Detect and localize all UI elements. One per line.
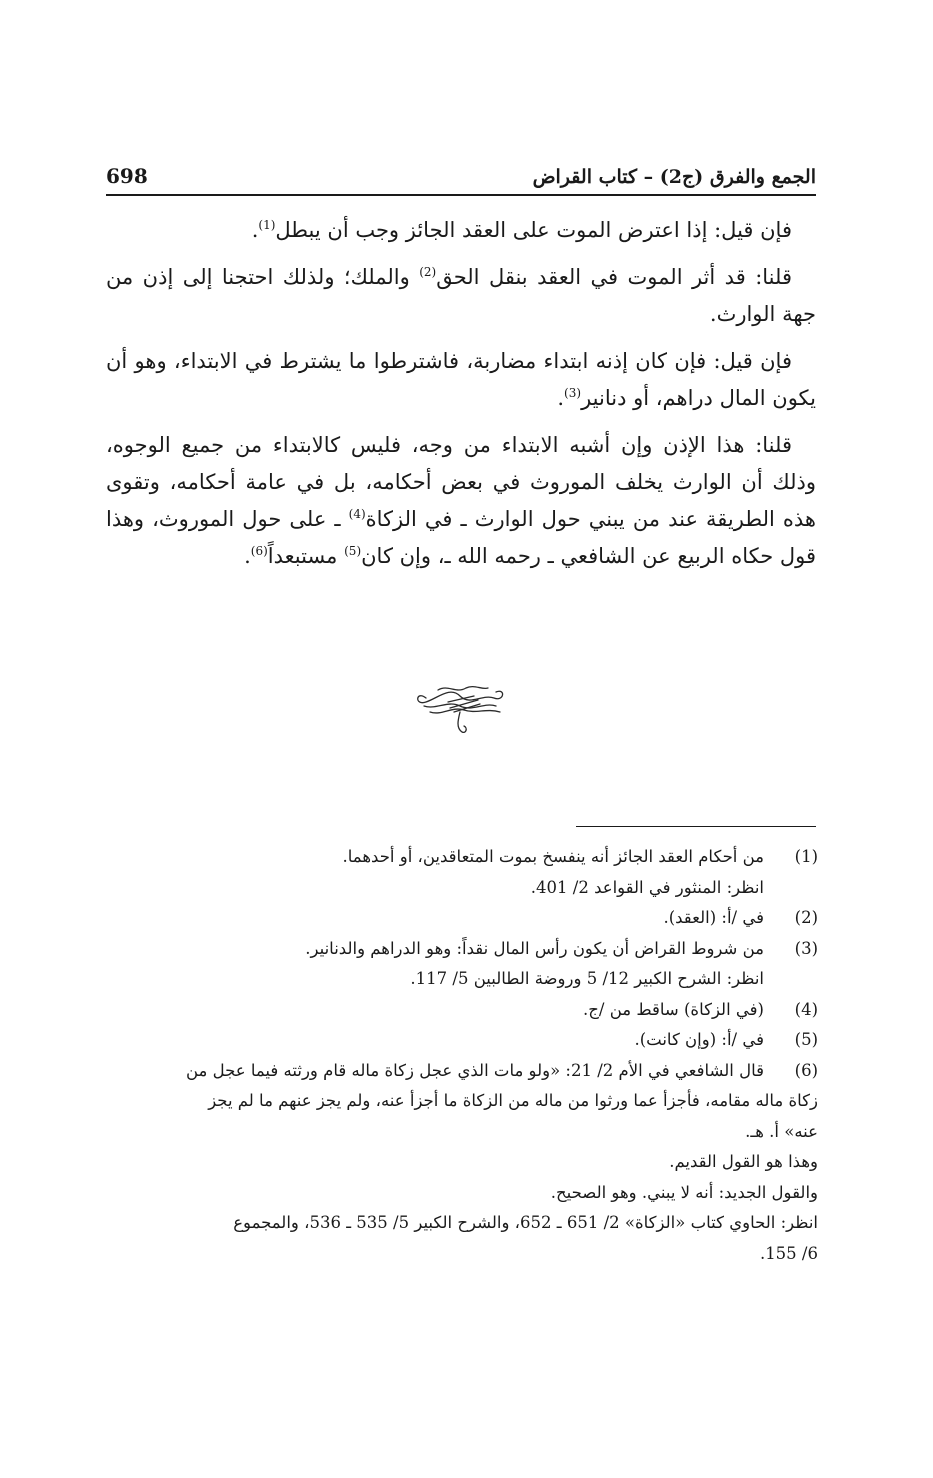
- paragraph-1: فإن قيل: إذا اعترض الموت على العقد الجائز وجب أن يبطل$^{(1)}$.: [251, 218, 792, 242]
- footnote-6: [106, 1056, 818, 1270]
- paragraph-4: قلنا: هذا الإذن وإن أشبه الابتداء من وجه، فليس كالابتداء من جميع الوجوه، وذلك أن الوارث يخلف الموروث في بعض أحكامه، بل في عامة أحكامه، وتقوى هذه الطريقة عند من يبني حول الوارث ـ في الزكاة$^{(4)}$ ـ على حول الموروث، وهذا قول حكاه الربيع عن الشافعي ـ رحمه الله ـ، وإن كان$^{(5)}$ مستبعداً$^{(6)}$.: [106, 433, 816, 568]
- footnote-text: من شروط القراض أن يكون رأس المال نقداً: وهو الدراهم والدنانير.: [305, 938, 764, 958]
- footnote-ref-6: (6): [250, 544, 268, 558]
- paragraph-3: فإن قيل: فإن كان إذنه ابتداء مضاربة، فاشترطوا ما يشترط في الابتداء، وهو أن يكون المال دراهم، أو دنانير$^{(3)}$.: [106, 349, 816, 410]
- footnote-separator: [576, 826, 816, 827]
- footnote-text: في /أ: (وإن كانت).: [634, 1030, 764, 1049]
- footnote-number: (5): [794, 1030, 818, 1049]
- footnote-quote-line: زكاة ماله مقامه، فأجزأ عما ورثوا من ماله من الزكاة ما أجزأ عنه، ولم يجز عنهم ما لم يجز: [208, 1091, 818, 1110]
- footnote-text: في /أ: (العقد).: [663, 908, 764, 927]
- footnote-reference: انظر: الشرح الكبير 12/ 5 وروضة الطالبين 5/ 117.: [410, 969, 764, 988]
- footnote-4: [106, 995, 818, 1026]
- footnote-2: [106, 903, 818, 934]
- footnote-text: من أحكام العقد الجائز أنه ينفسخ بموت المتعاقدين، أو أحدهما.: [342, 847, 764, 866]
- footnote-number: (2): [794, 908, 818, 927]
- ornament-flourish-icon: [408, 676, 512, 736]
- footnote-reference: انظر: المنثور في القواعد 2/ 401.: [530, 877, 764, 897]
- paragraph-2: قلنا: قد أثر الموت في العقد بنقل الحق$^{(2)}$ والملك؛ ولذلك احتجنا إلى إذن من جهة الوارث.: [106, 265, 816, 326]
- footnote-quote-line: عنه» أ. هـ.: [745, 1121, 818, 1141]
- footnote-reference: انظر: الحاوي كتاب «الزكاة» 2/ 651 ـ 652، والشرح الكبير 5/ 535 ـ 536، والمجموع: [233, 1213, 818, 1232]
- footnote-number: (1): [794, 847, 818, 866]
- footnote-number: (3): [794, 938, 818, 958]
- footnote-text: (في الزكاة) ساقط من /ج.: [583, 999, 764, 1019]
- footnote-number: (6): [794, 1060, 818, 1080]
- footnote-5: [106, 1025, 818, 1056]
- running-header: [106, 150, 816, 196]
- page-number: 698: [106, 164, 148, 188]
- footnote-reference: 6/ 155.: [759, 1243, 818, 1263]
- footnote-ref-5: (5): [344, 544, 362, 558]
- footnote-note-line: وهذا هو القول القديم.: [669, 1152, 818, 1171]
- footnote-ref-1: (1): [258, 218, 276, 232]
- header-title: الجمع والفرق (ج2) – كتاب القراض: [532, 166, 816, 188]
- footnote-text: قال الشافعي في الأم 2/ 21: «ولو مات الذي عجل زكاة ماله قام ورثته فيما عجل من: [185, 1060, 764, 1080]
- footnote-ref-4: (4): [348, 507, 366, 521]
- footnote-ref-2: (2): [419, 265, 437, 279]
- footnote-note-line: والقول الجديد: أنه لا يبني. وهو الصحيح.: [550, 1182, 818, 1202]
- footnote-ref-3: (3): [564, 386, 582, 400]
- footnotes: [106, 842, 818, 1269]
- main-text: [106, 212, 816, 585]
- footnote-3: [106, 934, 818, 995]
- footnote-1: [106, 842, 818, 903]
- footnote-number: (4): [794, 999, 818, 1019]
